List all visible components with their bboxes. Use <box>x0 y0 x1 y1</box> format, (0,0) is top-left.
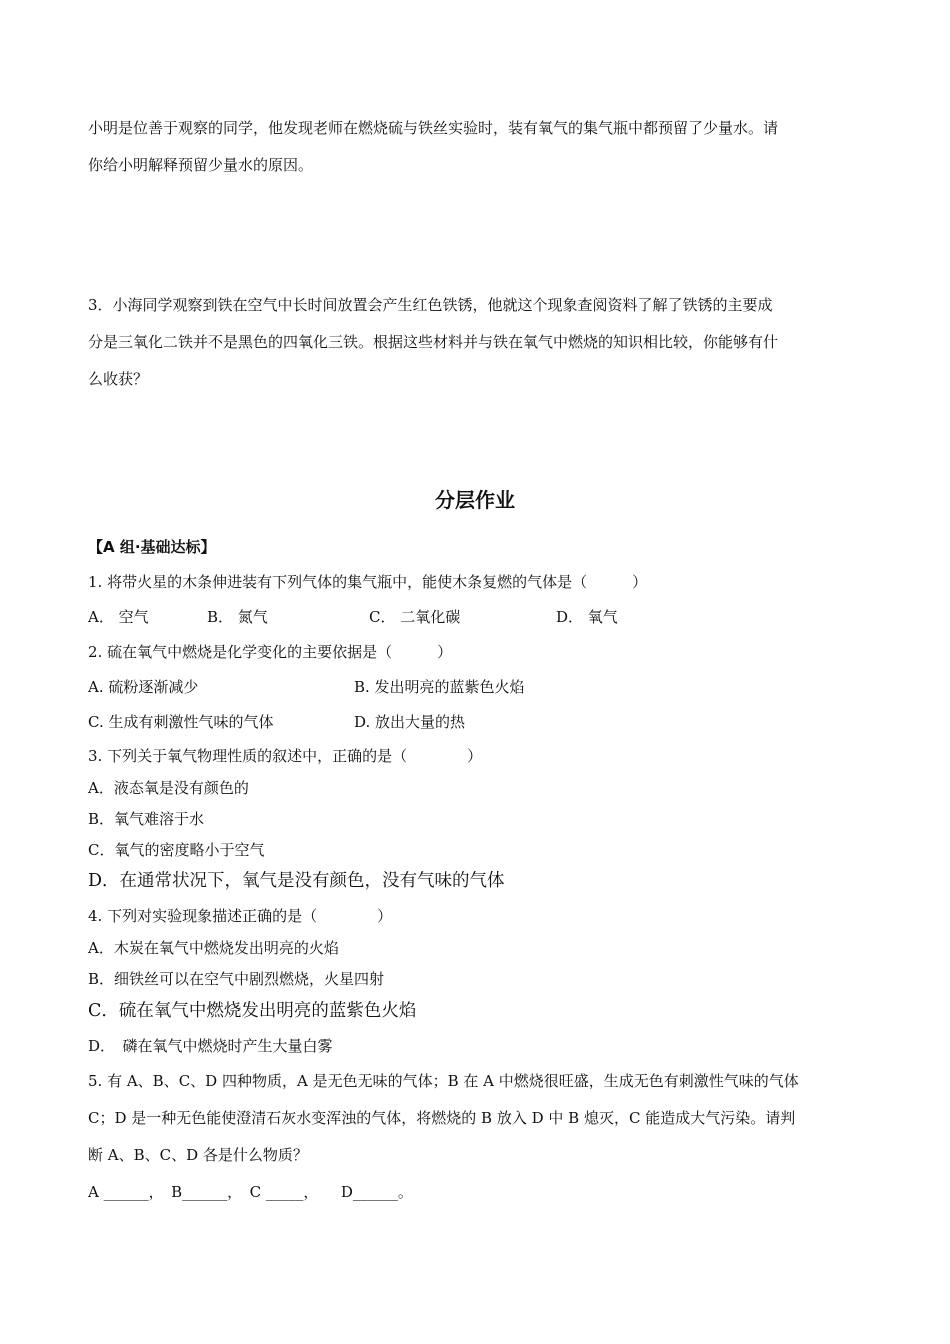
q4-option-c: C．硫在氧气中燃烧发出明亮的蓝紫色火焰 <box>88 1001 417 1021</box>
q2-option-a: A. 硫粉逐渐减少 <box>88 678 199 696</box>
prev-q2-line1: 小明是位善于观察的同学，他发现老师在燃烧硫与铁丝实验时，装有氧气的集气瓶中都预留了少量水。请 <box>88 119 779 137</box>
q1-option-d: D． 氧气 <box>556 608 618 626</box>
q1-option-a: A． 空气 <box>88 608 149 626</box>
q1-option-c: C． 二氧化碳 <box>369 608 461 626</box>
q2-option-b: B. 发出明亮的蓝紫色火焰 <box>354 678 525 696</box>
q3-stem: 3. 下列关于氧气物理性质的叙述中，正确的是（ ） <box>88 747 483 765</box>
q3-option-d: D．在通常状况下，氧气是没有颜色，没有气味的气体 <box>88 871 505 891</box>
section-title: 分层作业 <box>435 488 515 512</box>
q4-option-b: B．细铁丝可以在空气中剧烈燃烧，火星四射 <box>88 970 385 988</box>
q3-option-b: B．氧气难溶于水 <box>88 810 205 828</box>
q1-option-b: B． 氮气 <box>207 608 268 626</box>
q2-option-c: C. 生成有刺激性气味的气体 <box>88 713 274 731</box>
prev-q3-line2: 分是三氧化二铁并不是黑色的四氧化三铁。根据这些材料并与铁在氧气中燃烧的知识相比较，你能够有什 <box>88 333 779 351</box>
q5-line3: 断 A、B、C、D 各是什么物质？ <box>88 1146 308 1164</box>
prev-q3-line3: 么收获？ <box>88 370 149 388</box>
q5-answer-blanks: A ______， B______， C _____， D______。 <box>88 1183 413 1201</box>
prev-q2-line2: 你给小明解释预留少量水的原因。 <box>88 156 314 174</box>
q5-line1: 5. 有 A、B、C、D 四种物质，A 是无色无味的气体；B 在 A 中燃烧很旺盛，生成无色有刺激性气味的气体 <box>88 1072 799 1090</box>
group-title: 【A 组·基础达标】 <box>88 538 216 556</box>
q4-option-a: A．木炭在氧气中燃烧发出明亮的火焰 <box>88 939 339 957</box>
q3-option-c: C．氧气的密度略小于空气 <box>88 841 265 859</box>
q1-stem: 1. 将带火星的木条伸进装有下列气体的集气瓶中，能使木条复燃的气体是（ ） <box>88 573 648 591</box>
q4-option-d: D． 磷在氧气中燃烧时产生大量白雾 <box>88 1037 333 1055</box>
q4-stem: 4. 下列对实验现象描述正确的是（ ） <box>88 907 393 925</box>
q5-line2: C；D 是一种无色能使澄清石灰水变浑浊的气体，将燃烧的 B 放入 D 中 B 熄灭，C 能造成大气污染。请判 <box>88 1109 796 1127</box>
prev-q3-line1: 3．小海同学观察到铁在空气中长时间放置会产生红色铁锈，他就这个现象查阅资料了解了铁锈的主要成 <box>88 296 773 314</box>
q3-option-a: A．液态氧是没有颜色的 <box>88 779 249 797</box>
q2-stem: 2. 硫在氧气中燃烧是化学变化的主要依据是（ ） <box>88 643 453 661</box>
q2-option-d: D. 放出大量的热 <box>354 713 466 731</box>
